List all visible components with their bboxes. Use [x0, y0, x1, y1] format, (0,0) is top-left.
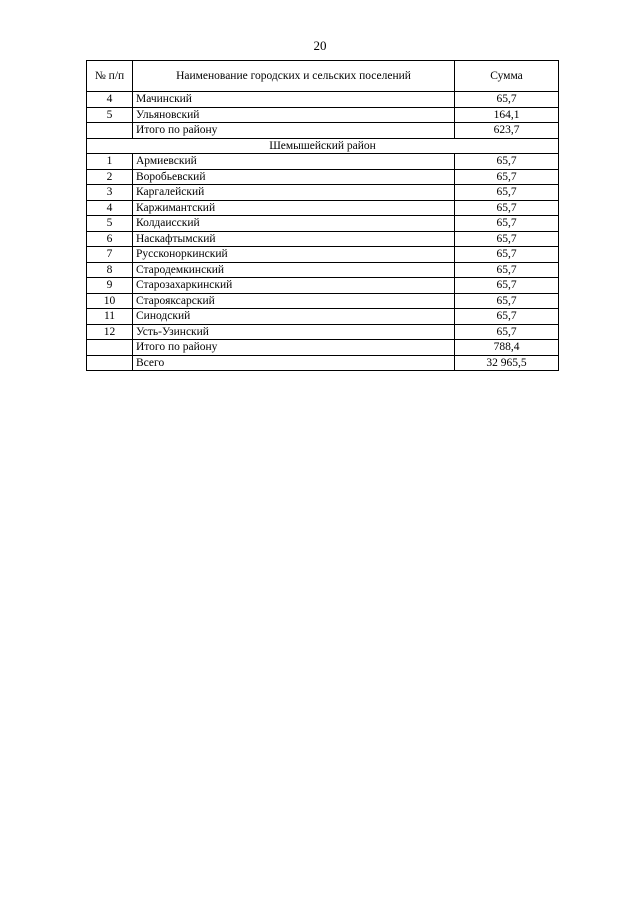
row-sum: 788,4 — [455, 340, 559, 356]
table-row — [87, 92, 559, 108]
table-row — [87, 262, 559, 278]
row-sum: 65,7 — [455, 293, 559, 309]
row-number — [87, 340, 133, 356]
row-number: 11 — [87, 309, 133, 325]
row-sum: 65,7 — [455, 169, 559, 185]
settlement-name: Синодский — [133, 309, 455, 325]
section-row — [87, 138, 559, 154]
table-row — [87, 309, 559, 325]
row-sum: 65,7 — [455, 262, 559, 278]
table-row — [87, 340, 559, 356]
table-row — [87, 231, 559, 247]
table-row — [87, 200, 559, 216]
header-number: № п/п — [87, 61, 133, 92]
settlement-name: Армиевский — [133, 154, 455, 170]
row-sum: 65,7 — [455, 154, 559, 170]
table-row — [87, 278, 559, 294]
row-sum: 65,7 — [455, 324, 559, 340]
table-row — [87, 154, 559, 170]
row-number: 5 — [87, 216, 133, 232]
settlement-name: Старояксарский — [133, 293, 455, 309]
header-sum: Сумма — [455, 61, 559, 92]
settlement-name: Итого по району — [133, 123, 455, 139]
row-number: 5 — [87, 107, 133, 123]
row-sum: 65,7 — [455, 247, 559, 263]
table-row — [87, 247, 559, 263]
row-number: 12 — [87, 324, 133, 340]
settlement-name: Старозахаркинский — [133, 278, 455, 294]
row-number: 4 — [87, 200, 133, 216]
row-sum: 65,7 — [455, 185, 559, 201]
settlement-name: Стародемкинский — [133, 262, 455, 278]
row-sum: 65,7 — [455, 216, 559, 232]
row-number: 1 — [87, 154, 133, 170]
table-row — [87, 355, 559, 371]
settlements-table — [86, 60, 559, 371]
table-row — [87, 107, 559, 123]
row-number — [87, 355, 133, 371]
settlement-name: Итого по району — [133, 340, 455, 356]
row-number: 6 — [87, 231, 133, 247]
table-row — [87, 185, 559, 201]
settlement-name: Усть-Узинский — [133, 324, 455, 340]
row-sum: 65,7 — [455, 278, 559, 294]
row-sum: 65,7 — [455, 92, 559, 108]
row-number: 3 — [87, 185, 133, 201]
table-row — [87, 293, 559, 309]
settlement-name: Каргалейский — [133, 185, 455, 201]
row-sum: 32 965,5 — [455, 355, 559, 371]
row-number: 2 — [87, 169, 133, 185]
table-row — [87, 169, 559, 185]
row-sum: 65,7 — [455, 309, 559, 325]
row-number: 8 — [87, 262, 133, 278]
row-sum: 164,1 — [455, 107, 559, 123]
settlement-name: Колдаисский — [133, 216, 455, 232]
settlement-name: Руссконоркинский — [133, 247, 455, 263]
row-number: 10 — [87, 293, 133, 309]
row-number: 9 — [87, 278, 133, 294]
table-row — [87, 324, 559, 340]
row-number: 4 — [87, 92, 133, 108]
table-row — [87, 123, 559, 139]
table-header-row — [87, 61, 559, 92]
row-number — [87, 123, 133, 139]
settlement-name: Ульяновский — [133, 107, 455, 123]
row-number: 7 — [87, 247, 133, 263]
settlement-name: Мачинский — [133, 92, 455, 108]
header-settlement-name: Наименование городских и сельских поселений — [133, 61, 455, 92]
settlement-name: Каржимантский — [133, 200, 455, 216]
row-sum: 623,7 — [455, 123, 559, 139]
table-row — [87, 216, 559, 232]
settlement-name: Всего — [133, 355, 455, 371]
row-sum: 65,7 — [455, 231, 559, 247]
settlement-name: Наскафтымский — [133, 231, 455, 247]
settlement-name: Воробьевский — [133, 169, 455, 185]
section-title: Шемышейский район — [87, 138, 559, 154]
row-sum: 65,7 — [455, 200, 559, 216]
table-body — [87, 92, 559, 371]
page-number: 20 — [313, 38, 327, 53]
